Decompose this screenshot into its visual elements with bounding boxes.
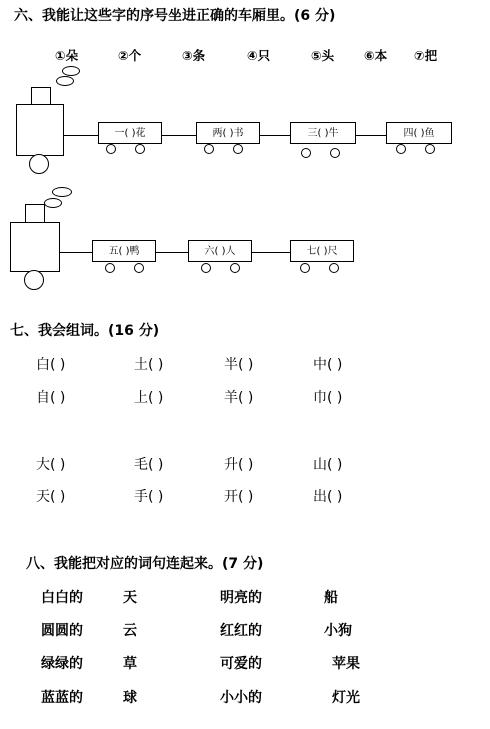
match-left-noun[interactable]: 天 [123, 590, 137, 606]
match-right-word[interactable]: 小小的 [220, 690, 262, 706]
car-wheel [330, 148, 340, 158]
car-wheel [106, 144, 116, 154]
locomotive-body [10, 222, 60, 272]
word-blank[interactable]: 开( ) [224, 489, 254, 505]
locomotive-wheel [29, 154, 49, 174]
train1-car-4[interactable]: 四( )鱼 [386, 122, 452, 144]
word-blank[interactable]: 山( ) [313, 457, 343, 473]
match-right-noun[interactable]: 灯光 [332, 690, 360, 706]
option-7: ⑦把 [414, 48, 438, 63]
match-right-word[interactable]: 明亮的 [220, 590, 262, 606]
train1-car-2[interactable]: 两( )书 [196, 122, 260, 144]
car-wheel [301, 148, 311, 158]
smoke-puff [56, 76, 74, 86]
section8-heading: 八、我能把对应的词句连起来。(7 分) [26, 556, 264, 572]
word-blank[interactable]: 大( ) [36, 457, 66, 473]
word-blank[interactable]: 毛( ) [134, 457, 164, 473]
option-1: ①朵 [55, 48, 79, 63]
smoke-puff [52, 187, 72, 197]
match-left-word[interactable]: 白白的 [41, 590, 83, 606]
locomotive-chimney [25, 204, 45, 224]
word-blank[interactable]: 升( ) [224, 457, 254, 473]
option-4: ④只 [247, 48, 271, 63]
coupler [64, 135, 98, 136]
word-blank[interactable]: 半( ) [224, 357, 254, 373]
coupler [60, 252, 92, 253]
word-blank[interactable]: 手( ) [134, 489, 164, 505]
match-left-word[interactable]: 圆圆的 [41, 623, 83, 639]
word-blank[interactable]: 巾( ) [313, 390, 343, 406]
word-blank[interactable]: 中( ) [313, 357, 343, 373]
car-wheel [135, 144, 145, 154]
car-wheel [230, 263, 240, 273]
match-right-noun[interactable]: 小狗 [324, 623, 352, 639]
smoke-puff [62, 66, 80, 76]
match-left-word[interactable]: 蓝蓝的 [41, 690, 83, 706]
match-left-noun[interactable]: 球 [123, 690, 137, 706]
match-right-noun[interactable]: 苹果 [332, 656, 360, 672]
car-wheel [396, 144, 406, 154]
car-wheel [300, 263, 310, 273]
car-wheel [233, 144, 243, 154]
option-2: ②个 [118, 48, 142, 63]
coupler [162, 135, 196, 136]
match-left-noun[interactable]: 云 [123, 623, 137, 639]
section6-heading: 六、我能让这些字的序号坐进正确的车厢里。(6 分) [14, 8, 336, 24]
match-right-word[interactable]: 红红的 [220, 623, 262, 639]
train1-car-1[interactable]: 一( )花 [98, 122, 162, 144]
word-blank[interactable]: 天( ) [36, 489, 66, 505]
section7-heading: 七、我会组词。(16 分) [10, 323, 160, 339]
train2-car-1[interactable]: 五( )鸭 [92, 240, 156, 262]
word-blank[interactable]: 上( ) [134, 390, 164, 406]
coupler [356, 135, 386, 136]
coupler [156, 252, 188, 253]
match-left-word[interactable]: 绿绿的 [41, 656, 83, 672]
match-left-noun[interactable]: 草 [123, 656, 137, 672]
car-wheel [201, 263, 211, 273]
locomotive-wheel [24, 270, 44, 290]
word-blank[interactable]: 羊( ) [224, 390, 254, 406]
word-blank[interactable]: 白( ) [36, 357, 66, 373]
train2-car-2[interactable]: 六( )人 [188, 240, 252, 262]
option-3: ③条 [182, 48, 206, 63]
option-6: ⑥本 [364, 48, 388, 63]
coupler [260, 135, 290, 136]
word-blank[interactable]: 出( ) [313, 489, 343, 505]
car-wheel [425, 144, 435, 154]
car-wheel [204, 144, 214, 154]
word-blank[interactable]: 自( ) [36, 390, 66, 406]
option-5: ⑤头 [311, 48, 335, 63]
word-blank[interactable]: 土( ) [134, 357, 164, 373]
train2-car-3[interactable]: 七( )尺 [290, 240, 354, 262]
car-wheel [105, 263, 115, 273]
car-wheel [329, 263, 339, 273]
locomotive-body [16, 104, 64, 156]
match-right-noun[interactable]: 船 [324, 590, 338, 606]
match-right-word[interactable]: 可爱的 [220, 656, 262, 672]
car-wheel [134, 263, 144, 273]
train1-car-3[interactable]: 三( )牛 [290, 122, 356, 144]
smoke-puff [44, 198, 62, 208]
coupler [252, 252, 290, 253]
locomotive-chimney [31, 87, 51, 105]
